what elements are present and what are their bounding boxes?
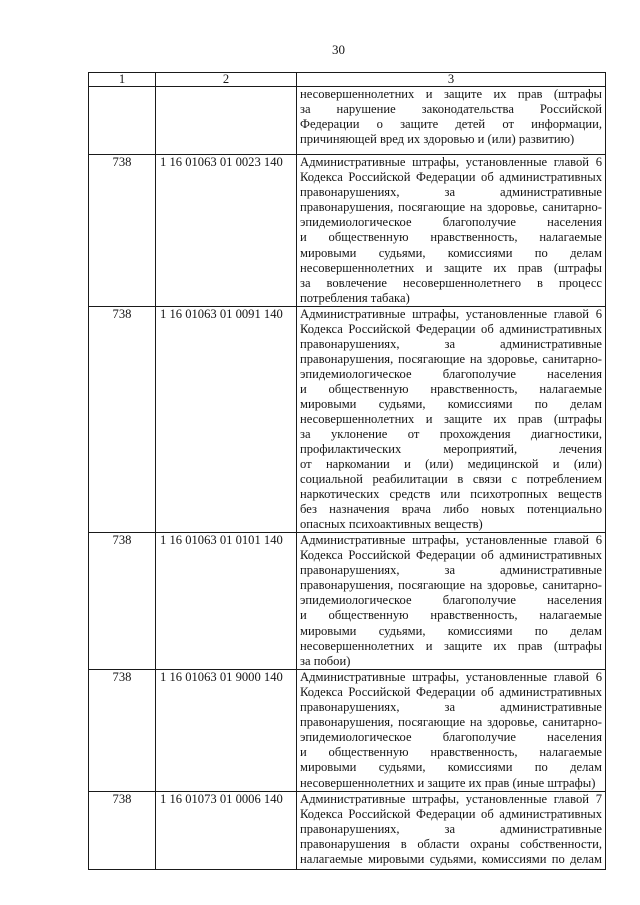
revenue-classification-table xyxy=(88,72,606,870)
name-text-line: Кодекса Российской Федерации об административных xyxy=(300,806,602,821)
name-text-line: Административные штрафы, установленные главой 6 xyxy=(300,307,602,321)
name-text-line: несовершеннолетних и защите их прав (штрафы xyxy=(300,638,602,653)
name-text-line: Административные штрафы, установленные главой 6 xyxy=(300,155,602,169)
name-text-line: Административные штрафы, установленные главой 6 xyxy=(300,669,602,684)
name-text-line: мировыми судьями, комиссиями по делам xyxy=(300,245,602,260)
revenue-name-cell xyxy=(297,155,606,307)
name-text-line: правонарушения, посягающие на здоровье, санитарно- xyxy=(300,352,602,366)
table-header-row xyxy=(89,73,606,87)
name-text-line: и общественную нравственность, налагаемые xyxy=(300,230,602,245)
table-header xyxy=(89,73,606,87)
table-row xyxy=(89,87,606,155)
classification-code-cell: 1 16 01063 01 0101 140 xyxy=(156,533,297,670)
name-text-line: правонарушениях, за административные xyxy=(300,337,602,351)
name-text-line: правонарушения, посягающие на здоровье, санитарно- xyxy=(300,715,602,730)
table-row xyxy=(89,155,606,307)
name-text-line: правонарушения, посягающие на здоровье, санитарно- xyxy=(300,200,602,215)
classification-code-cell: 1 16 01063 01 0023 140 xyxy=(156,155,297,307)
classification-code-cell xyxy=(156,87,297,155)
classification-code-cell: 1 16 01073 01 0006 140 xyxy=(156,791,297,869)
name-text-line: за побои) xyxy=(300,653,351,668)
name-text-line: наркотических средств или психотропных веществ xyxy=(300,487,602,501)
name-text-line: эпидемиологическое благополучие населения xyxy=(300,215,602,230)
name-text-line: несовершеннолетних и защите их прав (штрафы xyxy=(300,412,602,426)
name-text-line: Кодекса Российской Федерации об административных xyxy=(300,548,602,563)
table-body xyxy=(89,87,606,870)
name-text-line: правонарушениях, за административные xyxy=(300,822,602,837)
name-text-line: мировыми судьями, комиссиями по делам xyxy=(300,397,602,411)
name-text-line: и общественную нравственность, налагаемые xyxy=(300,745,602,760)
column-header-3: 3 xyxy=(297,73,606,87)
name-text-line: за вовлечение несовершеннолетнего в процесс xyxy=(300,275,602,290)
admin-code-cell: 738 xyxy=(89,533,156,670)
name-text-line: социальной реабилитации в связи с потреблением xyxy=(300,472,602,486)
table-row xyxy=(89,791,606,869)
name-text-line: мировыми судьями, комиссиями по делам xyxy=(300,760,602,775)
name-text-line: правонарушениях, за административные xyxy=(300,700,602,715)
name-text-line: за уклонение от прохождения диагностики, xyxy=(300,427,602,441)
name-text-line: без назначения врача либо новых потенциально xyxy=(300,502,602,516)
name-text-line: эпидемиологическое благополучие населения xyxy=(300,367,602,381)
classification-code-cell: 1 16 01063 01 0091 140 xyxy=(156,307,297,533)
column-header-1: 1 xyxy=(89,73,156,87)
name-text-line: правонарушения в области охраны собственности, xyxy=(300,837,602,852)
name-text-line: и общественную нравственность, налагаемые xyxy=(300,608,602,623)
name-text-line: несовершеннолетних и защите их прав (штрафы xyxy=(300,260,602,275)
classification-code-cell: 1 16 01063 01 9000 140 xyxy=(156,669,297,791)
name-text-line: от наркомании и (или) медицинской и (или) xyxy=(300,457,602,471)
name-text-line: несовершеннолетних и защите их прав (штрафы xyxy=(300,87,602,101)
table-row xyxy=(89,307,606,533)
name-text-line: эпидемиологическое благополучие населения xyxy=(300,593,602,608)
name-text-line: потребления табака) xyxy=(300,290,410,305)
name-text-line: Кодекса Российской Федерации об административных xyxy=(300,684,602,699)
name-text-line: эпидемиологическое благополучие населения xyxy=(300,730,602,745)
name-text-line: и общественную нравственность, налагаемые xyxy=(300,382,602,396)
name-text-line: мировыми судьями, комиссиями по делам xyxy=(300,623,602,638)
admin-code-cell: 738 xyxy=(89,307,156,533)
name-text-line: Административные штрафы, установленные главой 6 xyxy=(300,533,602,547)
name-text-line: правонарушения, посягающие на здоровье, санитарно- xyxy=(300,578,602,593)
table-row xyxy=(89,669,606,791)
admin-code-cell: 738 xyxy=(89,791,156,869)
page-number: 30 xyxy=(332,42,345,57)
name-text-line: налагаемые мировыми судьями, комиссиями по делам xyxy=(300,852,602,867)
name-text-line: профилактических мероприятий, лечения xyxy=(300,442,602,456)
table-row xyxy=(89,533,606,670)
name-text-line: Кодекса Российской Федерации об административных xyxy=(300,322,602,336)
name-text-line: правонарушениях, за административные xyxy=(300,563,602,578)
admin-code-cell: 738 xyxy=(89,669,156,791)
admin-code-cell: 738 xyxy=(89,155,156,307)
revenue-name-cell xyxy=(297,669,606,791)
column-header-2: 2 xyxy=(156,73,297,87)
name-text-line: Административные штрафы, установленные главой 7 xyxy=(300,791,602,806)
name-text-line: несовершеннолетних и защите их прав (иные штрафы) xyxy=(300,775,596,790)
name-text-line: Кодекса Российской Федерации об административных xyxy=(300,170,602,185)
name-text-line: опасных психоактивных веществ) xyxy=(300,517,483,531)
revenue-name-cell xyxy=(297,791,606,869)
name-text-line: правонарушениях, за административные xyxy=(300,185,602,200)
name-text-line: причиняющей вред их здоровью и (или) развитию) xyxy=(300,132,575,147)
revenue-name-cell xyxy=(297,87,606,155)
name-text-line: за нарушение законодательства Российской xyxy=(300,102,602,117)
revenue-name-cell xyxy=(297,533,606,670)
name-text-line: Федерации о защите детей от информации, xyxy=(300,117,602,132)
revenue-name-cell xyxy=(297,307,606,533)
admin-code-cell xyxy=(89,87,156,155)
